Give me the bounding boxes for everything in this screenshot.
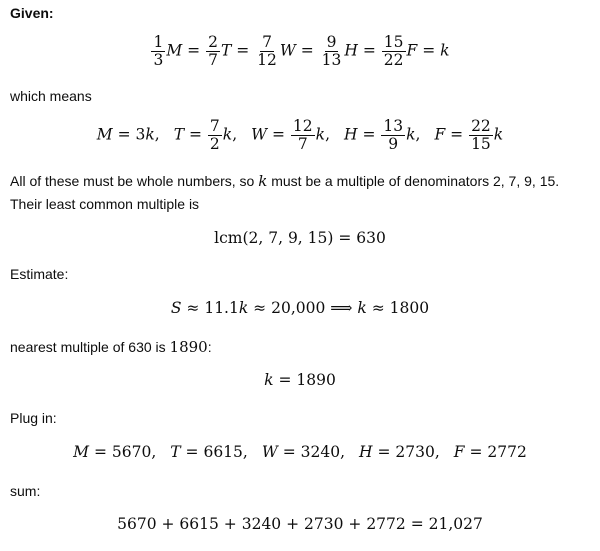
plug-equation: M = 5670, T = 6615, W = 3240, H = 2730, F = 2772 xyxy=(73,443,527,461)
lcm-equation: lcm(2, 7, 9, 15) = 630 xyxy=(214,229,386,247)
nearest-multiple-text: nearest multiple of 630 is 1890: xyxy=(10,338,212,356)
sum-equation: 5670 + 6615 + 3240 + 2730 + 2772 = 21,027 xyxy=(117,515,483,533)
fraction: $\frac{13}{9}$ xyxy=(383,117,404,153)
estimate-label: Estimate: xyxy=(10,266,69,282)
fraction: $\frac{7}{12}$ xyxy=(257,33,277,69)
lcm-intro-text: Their least common multiple is xyxy=(10,196,200,212)
given-equation: $\frac{1}{3}$ M = $\frac{2}{7}$ T = $\frac{7}{12}$ W = $\frac{9}{13}$ H = $\frac{15}{22}$ F = k xyxy=(153,33,450,69)
given-heading: Given: xyxy=(10,5,54,21)
fraction: $\frac{7}{2}$ xyxy=(209,117,220,153)
fraction: $\frac{22}{15}$ xyxy=(471,117,491,153)
plug-in-label: Plug in: xyxy=(10,410,57,426)
which-means-text: which means xyxy=(10,88,92,104)
k-equation: k = 1890 xyxy=(264,371,336,389)
fraction: $\frac{1}{3}$ xyxy=(153,33,164,69)
estimate-equation: S ≈ 11.1k ≈ 20,000 ⟹ k ≈ 1800 xyxy=(170,299,430,317)
fraction: $\frac{9}{13}$ xyxy=(321,33,342,69)
whole-numbers-text: All of these must be whole numbers, so k must be a multiple of denominators 2, 7, 9, 15. xyxy=(10,172,560,190)
fraction: $\frac{12}{7}$ xyxy=(292,117,313,153)
fraction: $\frac{15}{22}$ xyxy=(383,33,404,69)
fraction: $\frac{2}{7}$ xyxy=(208,33,218,69)
sum-label: sum: xyxy=(10,483,41,499)
means-equation: M = 3k, T = $\frac{7}{2}$ k, W = $\frac{12}{7}$ k, H = $\frac{13}{9}$ k, F = $\frac{22}{15}$ k xyxy=(96,117,504,153)
